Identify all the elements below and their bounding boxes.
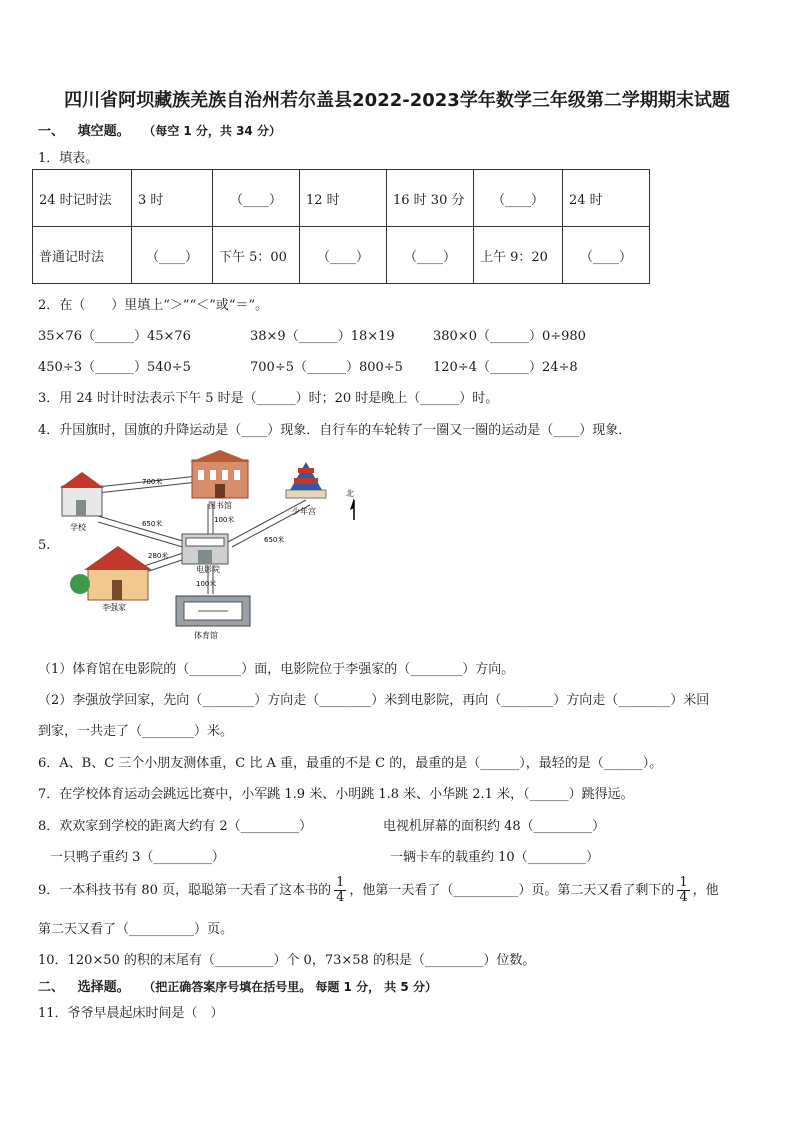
map-distance: 100米 [214, 516, 235, 524]
question-8-c[interactable]: 一只鸭子重约 3（_________） [50, 850, 225, 865]
map-label-school: 学校 [70, 523, 86, 532]
map-distance: 700米 [142, 478, 163, 486]
question-5-part-1[interactable]: （1）体育馆在电影院的（________）面，电影院位于李强家的（________）方向。 [38, 662, 515, 677]
page-title: 四川省阿坝藏族羌族自治州若尔盖县2022-2023学年数学三年级第二学期期末试题 [64, 90, 730, 111]
table-row [33, 227, 650, 284]
map-label-cinema: 电影院 [196, 565, 220, 574]
fraction: $\frac{1}{4}$ [679, 875, 688, 905]
question-10[interactable]: 10．120×50 的积的末尾有（_________）个 0，73×58 的积是（_________）位数。 [38, 953, 536, 968]
table-cell[interactable]: （____） [387, 227, 474, 284]
map-label-home: 李强家 [102, 603, 126, 612]
section-2-number: 二、 [38, 980, 65, 995]
section-2-name: 选择题。 [77, 980, 130, 995]
fraction: $\frac{1}{4}$ [336, 875, 345, 905]
map-label-library: 图书馆 [208, 501, 232, 510]
question-6[interactable]: 6．A、B、C 三个小朋友测体重，C 比 A 重，最重的不是 C 的，最重的是（______），最轻的是（______）。 [38, 756, 663, 771]
question-9-line-2[interactable]: 第二天又看了（__________）页。 [38, 922, 234, 937]
section-1-heading [38, 120, 281, 139]
home-icon [70, 546, 152, 600]
question-2-stem: 2．在（ ）里填上“＞”“＜”或“＝”。 [38, 298, 269, 313]
section-1-name: 填空题。 [77, 124, 130, 139]
section-1-note: （每空 1 分，共 34 分） [143, 124, 281, 138]
direction-map [58, 448, 378, 644]
question-5-number: 5. [38, 538, 51, 553]
map-distance: 650米 [142, 520, 163, 528]
map-label-north: 北 [346, 489, 354, 498]
question-11[interactable]: 11．爷爷早晨起床时间是（ ） [38, 1006, 224, 1021]
school-icon [60, 472, 104, 516]
question-8-d[interactable]: 一辆卡车的载重约 10（_________） [390, 850, 600, 865]
compare-item[interactable]: 450÷3（______）540÷5 [38, 360, 191, 375]
compare-item[interactable]: 35×76（______）45×76 [38, 329, 191, 344]
table-cell: 16 时 30 分 [387, 170, 474, 227]
question-9-text: ，他 [692, 883, 719, 898]
map-label-gym: 体育馆 [194, 631, 218, 640]
compare-item[interactable]: 120÷4（______）24÷8 [433, 360, 578, 375]
question-9[interactable] [38, 876, 719, 905]
question-3[interactable]: 3．用 24 时计时法表示下午 5 时是（______）时；20 时是晚上（______）时。 [38, 391, 499, 406]
question-9-text: 9．一本科技书有 80 页，聪聪第一天看了这本书的 [38, 883, 332, 898]
map-distance: 100米 [196, 580, 217, 588]
map-label-palace: 少年宫 [292, 507, 316, 516]
table-cell: 下午 5：00 [213, 227, 300, 284]
question-8-b[interactable]: 电视机屏幕的面积约 48（_________） [383, 819, 606, 834]
table-cell: 3 时 [132, 170, 213, 227]
table-cell: 上午 9：20 [474, 227, 563, 284]
question-9-text: ，他第一天看了（__________）页。第二天又看了剩下的 [349, 883, 675, 898]
table-row [33, 170, 650, 227]
compare-item[interactable]: 38×9（______）18×19 [250, 329, 395, 344]
question-1-stem: 1．填表。 [38, 151, 99, 166]
table-cell: 24 时记时法 [33, 170, 132, 227]
question-5-part-2-cont[interactable]: 到家，一共走了（________）米。 [38, 724, 234, 739]
table-cell[interactable]: （____） [563, 227, 650, 284]
table-cell[interactable]: （____） [132, 227, 213, 284]
table-cell[interactable]: （____） [474, 170, 563, 227]
compare-item[interactable]: 700÷5（______）800÷5 [250, 360, 403, 375]
cinema-icon [182, 534, 228, 564]
question-4[interactable]: 4．升国旗时，国旗的升降运动是（____）现象．自行车的车轮转了一圈又一圈的运动是（____）现象． [38, 423, 632, 438]
table-cell: 24 时 [563, 170, 650, 227]
question-5-part-2[interactable]: （2）李强放学回家，先向（________）方向走（________）米到电影院，再向（________）方向走（________）米回 [38, 693, 710, 708]
question-7[interactable]: 7．在学校体育运动会跳远比赛中，小军跳 1.9 米、小明跳 1.8 米、小华跳 2.1 米，（______）跳得远。 [38, 787, 634, 802]
north-arrow-icon [350, 498, 354, 520]
table-cell: 普通记时法 [33, 227, 132, 284]
section-1-number: 一、 [38, 124, 65, 139]
question-8-a[interactable]: 8．欢欢家到学校的距离大约有 2（_________） [38, 819, 313, 834]
map-distance: 650米 [264, 536, 285, 544]
section-2-heading [38, 976, 437, 995]
compare-item[interactable]: 380×0（______）0÷980 [433, 329, 586, 344]
table-cell: 12 时 [300, 170, 387, 227]
table-cell[interactable]: （____） [300, 227, 387, 284]
gym-icon [176, 596, 250, 626]
map-distance: 280米 [148, 552, 169, 560]
table-cell[interactable]: （____） [213, 170, 300, 227]
section-2-note: （把正确答案序号填在括号里。 每题 1 分， 共 5 分） [143, 980, 437, 994]
youth-palace-icon [286, 462, 326, 498]
time-conversion-table [32, 169, 650, 284]
library-icon [190, 450, 250, 498]
